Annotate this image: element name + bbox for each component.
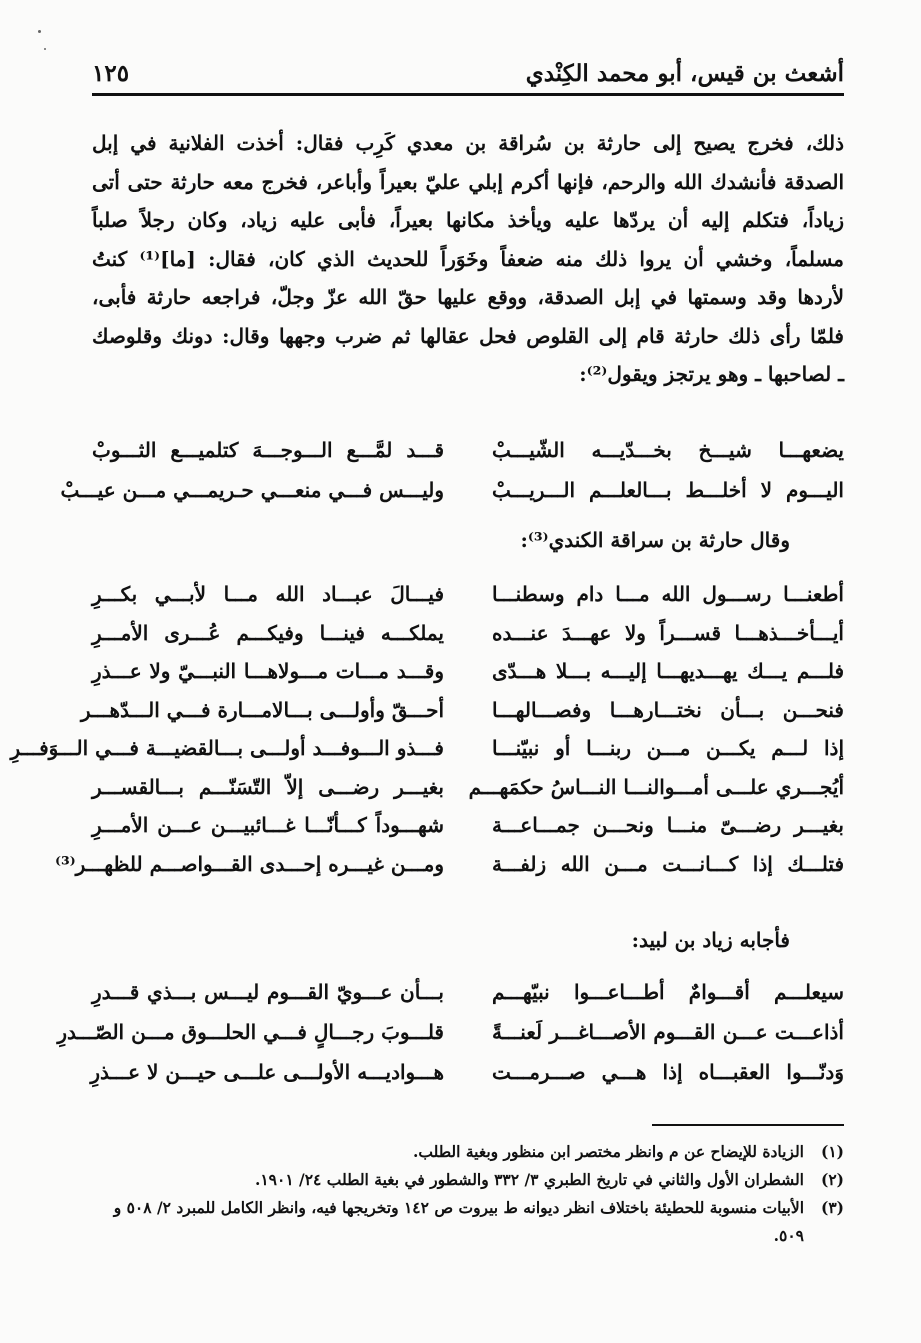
running-title: أشعث بن قيس، أبو محمد الكِنْدي [525, 60, 844, 87]
prose-line: ـ لصاحبها ـ وهو يرتجز ويقول⁽²⁾: [579, 362, 844, 386]
verse-second-hemistich: بغيـــر رضـــى إلاّ التّسَنّـــم بـــالقســـر [92, 774, 444, 799]
verse-second-hemistich: فيـــالَ عبـــاد الله مـــا لأبـــي بكـــرِ [92, 582, 444, 606]
prose-line: ذلك، فخرج يصيح إلى حارثة بن سُراقة بن معدي كَرِب فقال: أخذت الفلانية في إبل [92, 131, 844, 155]
verse-line [92, 1052, 844, 1092]
prose-line: لأردها وقد وسمتها في إبل الصدقة، ووقع عليها حقّ الله عزّ وجلّ، فراجعه حارثة فأبى، [92, 285, 844, 309]
footnote-number: (١) [820, 1142, 844, 1161]
footnote-separator [652, 1124, 844, 1126]
page-number: ١٢٥ [92, 60, 130, 87]
verse-line [60, 470, 844, 510]
poem-haritha [10, 574, 844, 882]
verse-first-hemistich: أيُجـــري علـــى أمـــوالنـــا النـــاسُ حكمَهـــم [468, 774, 844, 799]
scan-speck [38, 30, 41, 33]
verse-line [92, 767, 844, 806]
verse-line [10, 728, 844, 767]
verse-line [92, 805, 844, 844]
verse-first-hemistich: اليـــوم لا أخلـــط بـــالعلـــم الـــريـــبْ [492, 478, 844, 502]
verse-line [92, 972, 844, 1012]
footnote-text: الزيادة للإيضاح عن م وانظر مختصر ابن منظور وبغية الطلب. [412, 1142, 804, 1161]
verse-first-hemistich: فلـــم يـــك يهـــديهـــا إليـــه بـــلا هـــدّى [492, 659, 844, 683]
verse-line [54, 844, 844, 883]
poem-ziyad [57, 972, 844, 1092]
prose-paragraph [92, 124, 844, 394]
verse-second-hemistich: هـــواديـــه الأولـــى علـــى حيـــن لا عـــذرِ [90, 1060, 444, 1084]
verse-second-hemistich: شهـــوداً كـــأنّـــا غـــائبيـــن عـــن الأمـــرِ [92, 813, 444, 837]
running-header [92, 52, 844, 96]
verse-line [57, 1012, 844, 1052]
verse-first-hemistich: سيعلـــم أقـــوامٌ أطـــاعـــوا نبيّهـــم [492, 980, 844, 1004]
footnote-text: الأبيات منسوبة للحطيئة باختلاف انظر ديوانه ط بيروت ص ١٤٢ وتخريجها فيه، وانظر الكامل للمبرد ٢/ ٥٠٨ و ٥٠٩. [113, 1198, 804, 1245]
verse-second-hemistich: أحـــقّ وأولـــى بـــالامـــارة فـــي الـــدّهـــر [80, 697, 444, 722]
prose-line: مسلماً، وخشي أن يروا ذلك منه ضعفاً وخَوَراً للحديث الذي كان، فقال: [ما]⁽¹⁾ كنتُ [92, 246, 844, 271]
prose-line: فلمّا رأى ذلك حارثة قام إلى القلوص فحل عقالها ثم ضرب وجهها وقال: دونك وقلوصك [92, 323, 844, 348]
footnote-text: الشطران الأول والثاني في تاريخ الطبري ٣/ ٣٣٢ والشطور في بغية الطلب ٢٤/ ١٩٠١. [254, 1170, 804, 1189]
verse-first-hemistich: فنحـــن بـــأن نختـــارهـــا وفصـــالهـــا [492, 697, 844, 722]
verse-second-hemistich: قلـــوبَ رجـــالٍ فـــي الحلـــوق مـــن الصّـــدرِ [57, 1020, 444, 1044]
prose-line: زياداً، فتكلم إليه أن يردّها عليه ويأخذ مكانها بعيراً، فأبى عليه زياد، وكان رجلاً صلباً [92, 208, 844, 232]
verse-second-hemistich: يملكـــه فينـــا وفيكـــم عُـــرى الأمـــرِ [92, 620, 444, 645]
verse-line [92, 574, 844, 613]
footnotes [92, 1138, 844, 1250]
verse-first-hemistich: إذا لـــم يكـــن مـــن ربنـــا أو نبيّنـــا [492, 736, 844, 760]
poem-intro: فأجابه زياد بن لبيد: [631, 928, 790, 952]
verse-second-hemistich: وليـــس فـــي منعـــي حـريمـــي مـــن عيـــبْ [60, 478, 444, 502]
poem-rajaz [60, 430, 844, 510]
scan-speck [44, 48, 46, 50]
verse-line [80, 690, 844, 729]
verse-second-hemistich: وقـــد مـــات مـــولاهـــا النبـــيّ ولا عـــذرِ [92, 659, 444, 683]
footnote [92, 1194, 844, 1250]
verse-first-hemistich: وَدنّـــوا العقبـــاه إذا هـــي صـــرمـــت [492, 1060, 844, 1084]
verse-line [92, 651, 844, 690]
verse-first-hemistich: يضعهـــا شيـــخ بخـــدّيـــه الشّيـــبْ [492, 438, 844, 462]
footnote [92, 1138, 844, 1166]
footnote-number: (٣) [820, 1198, 844, 1217]
poem-intro: وقال حارثة بن سراقة الكندي⁽³⁾: [520, 528, 790, 552]
verse-line [92, 430, 844, 470]
footnote-number: (٢) [820, 1170, 844, 1189]
verse-second-hemistich: فـــذو الـــوفـــد أولـــى بـــالقضيـــة فـــي الـــوَفـــرِ [10, 736, 444, 760]
verse-second-hemistich: قـــد لمَّـــع الـــوجـــهَ كتلميـــع الثـــوبْ [92, 438, 444, 462]
verse-second-hemistich: بـــأن عـــويّ القـــوم ليـــس بـــذي قـــدرِ [92, 980, 444, 1004]
footnote [92, 1166, 844, 1194]
verse-first-hemistich: أطعنـــا رســـول الله مـــا دام وسطنـــا [492, 582, 844, 606]
prose-line: الصدقة فأنشدك الله والرحم، فإنها أكرم إبلي عليّ بعيراً وأباعر، فخرج معه حارثة حتى أتى [92, 169, 844, 194]
verse-first-hemistich: بغيـــر رضـــىّ منـــا ونحـــن جمـــاعـــة [492, 813, 844, 837]
verse-line [92, 613, 844, 652]
verse-first-hemistich: فتلـــك إذا كـــانـــت مـــن الله زلفـــة [492, 851, 844, 876]
verse-second-hemistich: ومـــن غيـــره إحـــدى القـــواصـــم للظهـــر⁽³⁾ [54, 851, 444, 876]
verse-first-hemistich: أذاعـــت عـــن القـــوم الأصـــاغـــر لَعنـــةً [492, 1020, 844, 1044]
verse-first-hemistich: أيـــأخـــذهـــا قســـراً ولا عهـــدَ عنـــده [492, 620, 844, 645]
